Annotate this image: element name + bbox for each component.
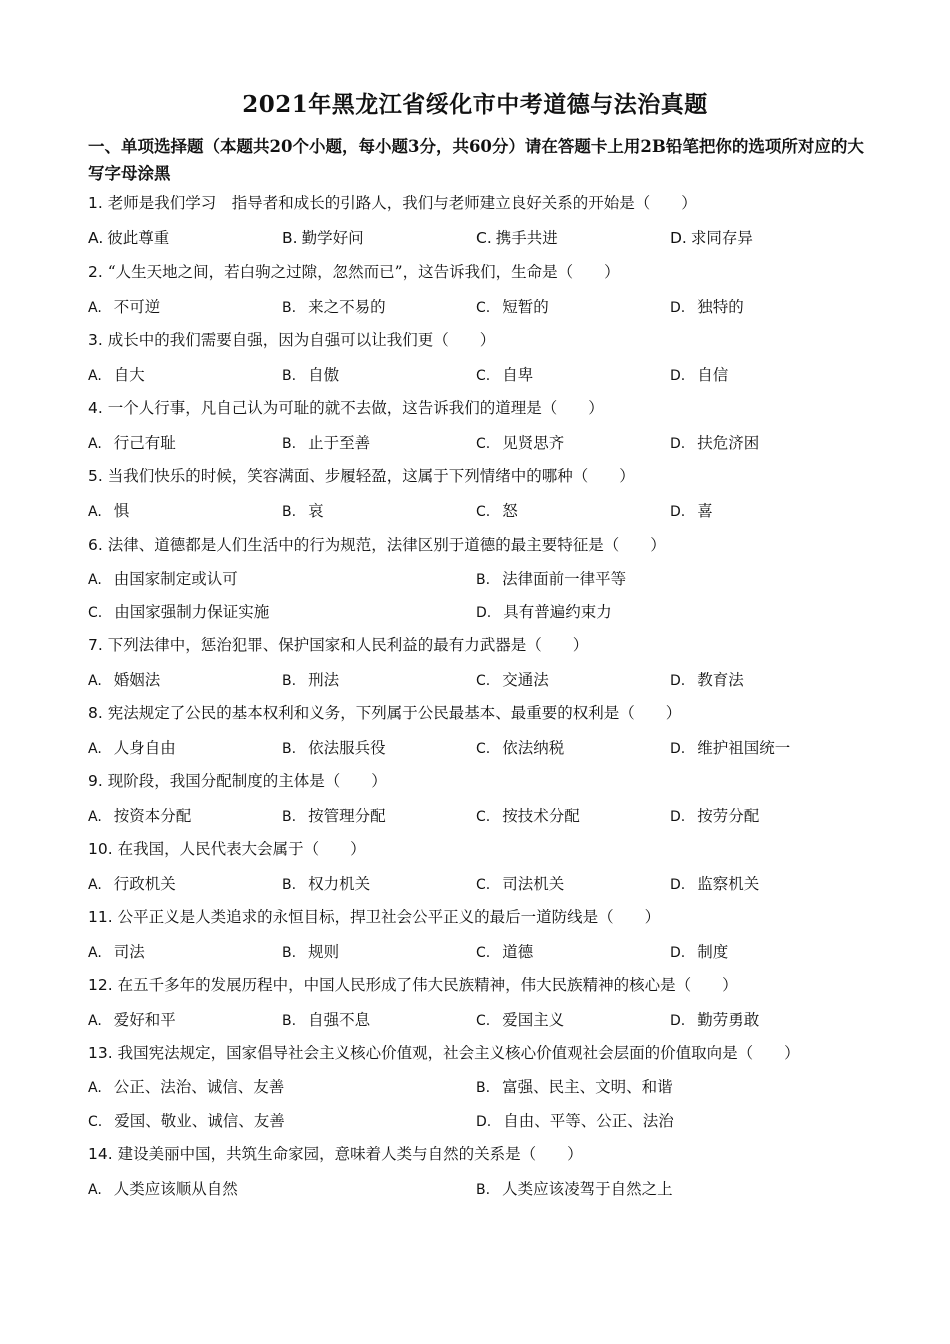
- option-letter: C.: [476, 673, 491, 689]
- option-text: 勤学好问: [301, 229, 364, 247]
- option[interactable]: [476, 501, 518, 522]
- question: [88, 398, 878, 418]
- question: [88, 262, 878, 282]
- option-letter: D.: [670, 368, 686, 384]
- question: [88, 703, 878, 723]
- option-text: 人类应该顺从自然: [113, 1180, 238, 1198]
- option-text: 教育法: [697, 671, 744, 689]
- option-text: 司法机关: [502, 875, 565, 893]
- option-text: 规则: [308, 943, 340, 961]
- option-letter: D.: [476, 605, 492, 621]
- option-letter: D.: [670, 229, 687, 247]
- option-letter: C.: [476, 809, 491, 825]
- option-letter: B.: [282, 673, 297, 689]
- option[interactable]: [88, 1077, 284, 1098]
- question-number: 6.: [88, 536, 103, 554]
- question: [88, 1144, 878, 1164]
- option-letter: B.: [282, 504, 297, 520]
- option[interactable]: [670, 365, 728, 386]
- option-letter: B.: [282, 741, 297, 757]
- option-letter: A.: [88, 809, 102, 825]
- option-letter: D.: [670, 436, 686, 452]
- option-text: 勤劳勇敢: [697, 1011, 760, 1029]
- option-letter: D.: [670, 877, 686, 893]
- option[interactable]: [282, 228, 364, 248]
- option[interactable]: [88, 228, 169, 248]
- question: [88, 635, 878, 655]
- option-letter: D.: [670, 741, 686, 757]
- option-text: 权力机关: [308, 875, 371, 893]
- option[interactable]: [282, 365, 339, 386]
- option-text: 短暂的: [502, 298, 549, 316]
- option[interactable]: [88, 569, 238, 590]
- option[interactable]: [88, 738, 176, 759]
- option-letter: B.: [282, 368, 297, 384]
- option[interactable]: [88, 942, 145, 963]
- option[interactable]: [88, 1179, 238, 1200]
- option[interactable]: [670, 228, 753, 248]
- question-number: 3.: [88, 331, 103, 349]
- option-text: 行政机关: [113, 875, 176, 893]
- question: [88, 1043, 878, 1063]
- option-text: 刑法: [308, 671, 340, 689]
- option-text: 公正、法治、诚信、友善: [113, 1078, 285, 1096]
- option-text: 携手共进: [495, 229, 558, 247]
- option[interactable]: [670, 874, 759, 895]
- option[interactable]: [670, 738, 790, 759]
- option-text: 由国家强制力保证实施: [114, 603, 270, 621]
- option-letter: A.: [88, 1013, 102, 1029]
- option-letter: D.: [476, 1114, 492, 1130]
- option-letter: C.: [88, 605, 103, 621]
- question-number: 1.: [88, 194, 103, 212]
- option[interactable]: [476, 569, 626, 590]
- option-letter: A.: [88, 877, 102, 893]
- option-text: 制度: [697, 943, 729, 961]
- option-text: 独特的: [697, 298, 744, 316]
- question-text: 公平正义是人类追求的永恒目标，捍卫社会公平正义的最后一道防线是（ ）: [117, 908, 661, 926]
- option-text: 维护祖国统一: [697, 739, 791, 757]
- question-number: 12.: [88, 976, 113, 994]
- option-letter: A.: [88, 300, 102, 316]
- question-text: “人生天地之间，若白驹之过隙，忽然而已”，这告诉我们，生命是（ ）: [107, 263, 620, 281]
- option[interactable]: [476, 228, 558, 248]
- option[interactable]: [282, 297, 386, 318]
- option-text: 法律面前一律平等: [502, 570, 627, 588]
- option-text: 依法服兵役: [308, 739, 386, 757]
- option-text: 富强、民主、文明、和谐: [502, 1078, 673, 1096]
- option[interactable]: [476, 1077, 673, 1098]
- option-text: 婚姻法: [113, 671, 161, 689]
- option-letter: A.: [88, 436, 102, 452]
- option-text: 按技术分配: [502, 807, 580, 825]
- question-number: 11.: [88, 908, 113, 926]
- option-text: 自傲: [308, 366, 340, 384]
- question-text: 宪法规定了公民的基本权利和义务，下列属于公民最基本、最重要的权利是（ ）: [107, 704, 682, 722]
- option-text: 来之不易的: [308, 298, 386, 316]
- question-text: 在五千多年的发展历程中，中国人民形成了伟大民族精神，伟大民族精神的核心是（ ）: [117, 976, 738, 994]
- option-text: 见贤思齐: [502, 434, 565, 452]
- option-letter: A.: [88, 504, 102, 520]
- option-text: 喜: [697, 502, 713, 520]
- option[interactable]: [476, 602, 612, 623]
- question: [88, 193, 878, 213]
- option-text: 具有普遍约束力: [503, 603, 612, 621]
- question-text: 建设美丽中国，共筑生命家园，意味着人类与自然的关系是（ ）: [117, 1145, 583, 1163]
- option-letter: A.: [88, 741, 102, 757]
- option[interactable]: [282, 670, 339, 691]
- option-letter: B.: [282, 300, 297, 316]
- option-text: 依法纳税: [502, 739, 565, 757]
- option-letter: B.: [282, 877, 297, 893]
- option-text: 按管理分配: [308, 807, 386, 825]
- option-letter: B.: [476, 1080, 491, 1096]
- option[interactable]: [282, 874, 370, 895]
- option-text: 交通法: [502, 671, 549, 689]
- option-text: 扶危济困: [697, 434, 760, 452]
- option[interactable]: [476, 1179, 673, 1200]
- option[interactable]: [88, 1111, 285, 1132]
- option[interactable]: [88, 806, 191, 827]
- option-letter: C.: [476, 300, 491, 316]
- option[interactable]: [282, 501, 324, 522]
- option-letter: A.: [88, 229, 104, 247]
- option-letter: D.: [670, 504, 686, 520]
- option-text: 自信: [697, 366, 729, 384]
- option-letter: C.: [476, 504, 491, 520]
- option-text: 爱国主义: [502, 1011, 565, 1029]
- option[interactable]: [670, 806, 759, 827]
- option-text: 求同存异: [690, 229, 753, 247]
- option-text: 按资本分配: [113, 807, 192, 825]
- question-text: 现阶段，我国分配制度的主体是（ ）: [107, 772, 387, 790]
- question-number: 4.: [88, 399, 103, 417]
- question-number: 7.: [88, 636, 103, 654]
- question-text: 下列法律中，惩治犯罪、保护国家和人民利益的最有力武器是（ ）: [107, 636, 589, 654]
- option-text: 自卑: [502, 366, 534, 384]
- option[interactable]: [476, 1111, 674, 1132]
- option-text: 哀: [308, 502, 324, 520]
- option[interactable]: [476, 670, 549, 691]
- page-title: 2021年黑龙江省绥化市中考道德与法治真题: [242, 91, 708, 118]
- option-text: 爱国、敬业、诚信、友善: [114, 1112, 285, 1130]
- option[interactable]: [670, 670, 744, 691]
- option[interactable]: [476, 806, 580, 827]
- option-text: 不可逆: [113, 298, 161, 316]
- question-text: 成长中的我们需要自强，因为自强可以让我们更（ ）: [107, 331, 496, 349]
- option[interactable]: [476, 738, 564, 759]
- option-text: 彼此尊重: [107, 229, 170, 247]
- option-letter: B.: [476, 572, 491, 588]
- option-text: 怒: [502, 502, 518, 520]
- option-text: 爱好和平: [113, 1011, 176, 1029]
- question: [88, 330, 878, 350]
- option-letter: B.: [476, 1182, 491, 1198]
- question-text: 一个人行事，凡自己认为可耻的就不去做，这告诉我们的道理是（ ）: [107, 399, 604, 417]
- option[interactable]: [88, 874, 176, 895]
- option-letter: C.: [476, 945, 491, 961]
- question: [88, 771, 878, 791]
- option-text: 人类应该凌驾于自然之上: [502, 1180, 673, 1198]
- section-heading: 一、单项选择题（本题共20个小题，每小题3分，共60分）请在答题卡上用2B铅笔把你的选项所对应的大写字母涂黑: [88, 137, 864, 183]
- option-letter: C.: [476, 436, 491, 452]
- option[interactable]: [282, 942, 339, 963]
- question-number: 14.: [88, 1145, 113, 1163]
- option-letter: C.: [88, 1114, 103, 1130]
- option[interactable]: [88, 1010, 176, 1031]
- option-letter: C.: [476, 1013, 491, 1029]
- option-text: 自由、平等、公正、法治: [503, 1112, 674, 1130]
- option-text: 人身自由: [113, 739, 176, 757]
- option[interactable]: [88, 670, 160, 691]
- question: [88, 975, 878, 995]
- option-letter: C.: [476, 229, 492, 247]
- option-letter: D.: [670, 673, 686, 689]
- option[interactable]: [670, 942, 728, 963]
- option-text: 监察机关: [697, 875, 760, 893]
- option-letter: A.: [88, 945, 102, 961]
- question-number: 13.: [88, 1044, 113, 1062]
- option-letter: A.: [88, 673, 102, 689]
- question: [88, 839, 878, 859]
- option[interactable]: [670, 297, 744, 318]
- option[interactable]: [88, 365, 145, 386]
- option-letter: B.: [282, 229, 298, 247]
- option-letter: C.: [476, 877, 491, 893]
- question-text: 我国宪法规定，国家倡导社会主义核心价值观，社会主义核心价值观社会层面的价值取向是（ ）: [117, 1044, 800, 1062]
- option-text: 止于至善: [308, 434, 371, 452]
- option-letter: C.: [476, 368, 491, 384]
- option-letter: D.: [670, 300, 686, 316]
- option-text: 由国家制定或认可: [113, 570, 238, 588]
- option-letter: B.: [282, 809, 297, 825]
- option[interactable]: [282, 433, 370, 454]
- option[interactable]: [476, 874, 564, 895]
- option[interactable]: [282, 806, 386, 827]
- question-text: 法律、道德都是人们生活中的行为规范，法律区别于道德的最主要特征是（ ）: [107, 536, 666, 554]
- option[interactable]: [476, 942, 533, 963]
- option-letter: D.: [670, 809, 686, 825]
- question-number: 8.: [88, 704, 103, 722]
- option-letter: B.: [282, 436, 297, 452]
- question-text: 当我们快乐的时候，笑容满面、步履轻盈，这属于下列情绪中的哪种（ ）: [107, 467, 635, 485]
- question-number: 9.: [88, 772, 103, 790]
- question-number: 2.: [88, 263, 103, 281]
- option[interactable]: [88, 433, 176, 454]
- option-text: 道德: [502, 943, 534, 961]
- option-letter: A.: [88, 1182, 102, 1198]
- option[interactable]: [476, 1010, 564, 1031]
- question: [88, 466, 878, 486]
- option-letter: A.: [88, 368, 102, 384]
- question-number: 10.: [88, 840, 113, 858]
- option[interactable]: [476, 433, 564, 454]
- option-text: 自大: [113, 366, 145, 384]
- option-letter: B.: [282, 945, 297, 961]
- option[interactable]: [282, 1010, 370, 1031]
- option-text: 惧: [113, 502, 130, 520]
- option[interactable]: [670, 1010, 759, 1031]
- option[interactable]: [88, 602, 269, 623]
- option[interactable]: [476, 297, 549, 318]
- option-letter: A.: [88, 1080, 102, 1096]
- option[interactable]: [476, 365, 533, 386]
- option-letter: A.: [88, 572, 102, 588]
- option[interactable]: [88, 297, 160, 318]
- question: [88, 907, 878, 927]
- option-letter: D.: [670, 945, 686, 961]
- option-letter: C.: [476, 741, 491, 757]
- option[interactable]: [670, 501, 713, 522]
- question-text: 老师是我们学习 指导者和成长的引路人，我们与老师建立良好关系的开始是（ ）: [107, 194, 697, 212]
- option-text: 司法: [113, 943, 145, 961]
- option-letter: B.: [282, 1013, 297, 1029]
- option[interactable]: [282, 738, 386, 759]
- option[interactable]: [670, 433, 759, 454]
- question-number: 5.: [88, 467, 103, 485]
- option[interactable]: [88, 501, 129, 522]
- question-text: 在我国，人民代表大会属于（ ）: [117, 840, 366, 858]
- option-letter: D.: [670, 1013, 686, 1029]
- option-text: 行己有耻: [113, 434, 176, 452]
- question: [88, 535, 878, 555]
- option-text: 按劳分配: [697, 807, 760, 825]
- option-text: 自强不息: [308, 1011, 371, 1029]
